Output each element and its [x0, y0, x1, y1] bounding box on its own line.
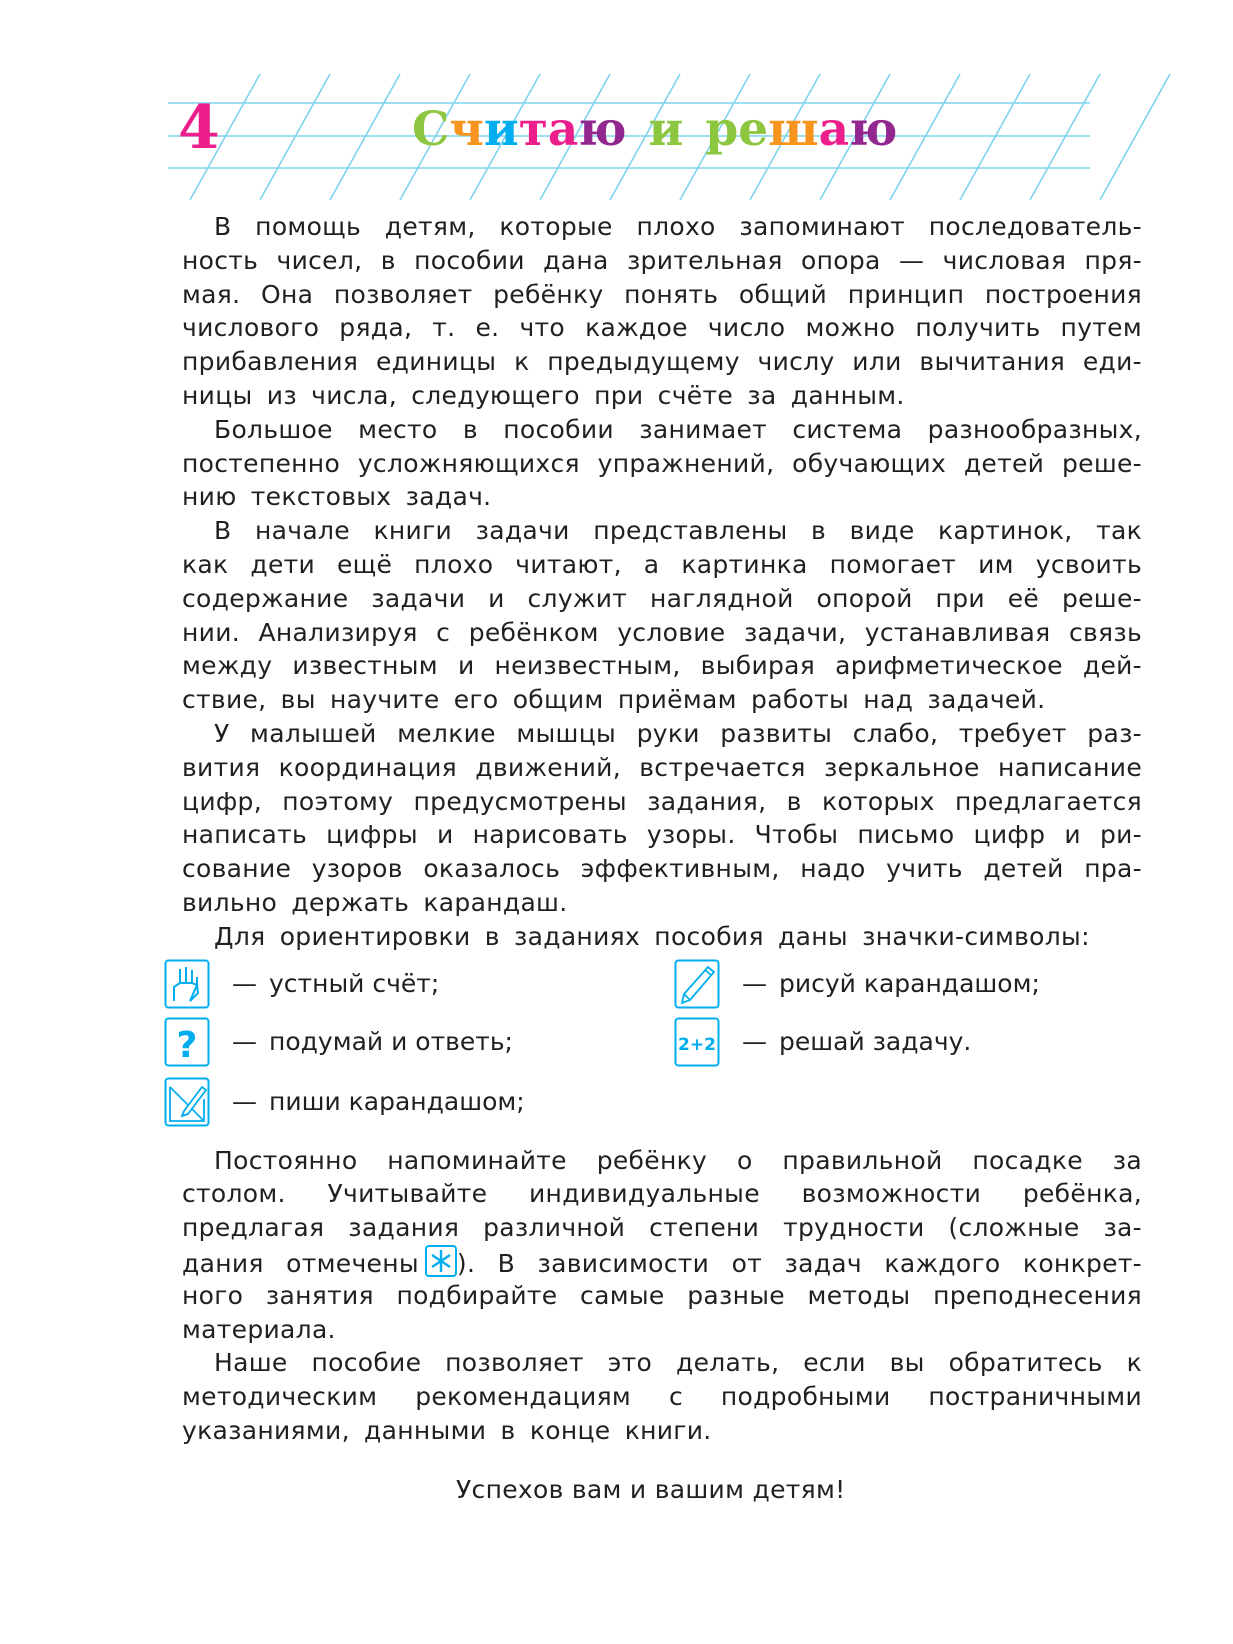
text-line: нии. Анализируя с ребёнком условие задачи, устанавливая связь	[182, 617, 1142, 647]
text-line: ность чисел, в пособии дана зрительная опора — числовая пря-	[182, 245, 1142, 275]
hand-counting-icon	[164, 959, 210, 1009]
title-letter: а	[547, 102, 579, 157]
text-line: Постоянно напоминайте ребёнку о правильной посадке за	[214, 1145, 1142, 1175]
pencil-writing-icon	[164, 1077, 210, 1127]
icon-legend	[176, 954, 1142, 1136]
text-line: как дети ещё плохо читают, а картинка помогает им усвоить	[182, 549, 1142, 579]
legend-item-write-pencil	[164, 1076, 525, 1128]
legend-dash: —	[742, 969, 767, 999]
page-number: 4	[178, 93, 220, 163]
legend-label: устный счёт;	[269, 969, 440, 999]
ruling-slant-line	[960, 74, 1030, 200]
title-letter: С	[412, 102, 450, 157]
legend-item-solve-task	[674, 1016, 971, 1068]
text-line: мая. Она позволяет ребёнку понять общий принцип построения	[182, 279, 1142, 309]
question-mark-icon	[164, 1017, 210, 1067]
text-line: числового ряда, т. е. что каждое число можно получить путем	[182, 313, 1142, 343]
text-line: прибавления единицы к предыдущему числу или вычитания еди-	[182, 347, 1142, 377]
title-letter: т	[518, 102, 548, 157]
text-line: методическим рекомендациям с подробными постраничными	[182, 1382, 1142, 1412]
text-line: написать цифры и нарисовать узоры. Чтобы письмо цифр и ри-	[182, 820, 1142, 850]
pencil-drawing-icon	[674, 959, 720, 1009]
text-line: У малышей мелкие мышцы руки развиты слабо, требует раз-	[214, 718, 1142, 748]
paragraph-posture	[182, 1144, 1142, 1347]
title-word	[705, 102, 898, 157]
paragraph-recommendations	[182, 1346, 1142, 1447]
ruling-slant-line	[1030, 74, 1100, 200]
asterisk-difficult-icon	[425, 1245, 457, 1277]
legend-label: решай задачу.	[779, 1027, 972, 1057]
text-line: материала.	[182, 1314, 336, 1344]
svg-text:?: ?	[176, 1024, 198, 1066]
text-line: В начале книги задачи представлены в виде картинок, так	[214, 516, 1142, 546]
text-line: вильно держать карандаш.	[182, 887, 568, 917]
ruling-slant-line	[330, 74, 400, 200]
intro-paragraphs	[182, 210, 1142, 954]
legend-dash: —	[232, 1087, 257, 1117]
legend-dash: —	[232, 1027, 257, 1057]
text-line: Для ориентировки в заданиях пособия даны значки-символы:	[214, 921, 1090, 951]
title-letter: а	[818, 102, 850, 157]
text-line-with-star	[182, 1245, 1142, 1279]
text-line: столом. Учитывайте индивидуальные возможности ребёнка,	[182, 1179, 1142, 1209]
title-letter: ч	[449, 102, 484, 157]
text-line: ницы из числа, следующего при счёте за данным.	[182, 380, 905, 410]
closing-wish: Успехов вам и вашим детям!	[456, 1475, 846, 1504]
legend-item-oral-count	[164, 958, 439, 1010]
text-fragment: дания отмечены	[182, 1248, 419, 1278]
text-line: указаниями, данными в конце книги.	[182, 1415, 712, 1445]
legend-label: пиши карандашом;	[269, 1087, 525, 1117]
legend-dash: —	[232, 969, 257, 999]
text-line: нию текстовых задач.	[182, 482, 492, 512]
title-letter: и	[648, 102, 684, 157]
text-line: ного занятия подбирайте самые разные методы преподнесения	[182, 1280, 1142, 1310]
title-letter: р	[705, 102, 739, 157]
paragraph	[182, 413, 1142, 514]
ruling-slant-line	[260, 74, 330, 200]
text-fragment: ). В зависимости от задач каждого конкрет-	[456, 1248, 1143, 1278]
text-line: ствие, вы научите его общим приёмам работы над задачей.	[182, 685, 1046, 715]
text-line: вития координация движений, встречается зеркальное написание	[182, 752, 1142, 782]
text-line: Наше пособие позволяет это делать, если вы обратитесь к	[214, 1348, 1142, 1378]
text-line: В помощь детям, которые плохо запоминают последователь-	[214, 212, 1142, 241]
title-letter: и	[483, 102, 519, 157]
legend-item-draw-pencil	[674, 958, 1040, 1010]
legend-dash: —	[742, 1027, 767, 1057]
legend-item-think-answer	[164, 1016, 513, 1068]
page-header	[0, 60, 1233, 220]
title-word	[648, 102, 684, 157]
body-text	[176, 210, 1143, 1448]
title-word	[412, 102, 627, 157]
text-line: цифр, поэтому предусмотрены задания, в которых предлагается	[182, 786, 1142, 816]
text-line: Большое место в пособии занимает система разнообразных,	[214, 414, 1142, 444]
paragraph	[182, 514, 1142, 717]
page-title	[412, 102, 898, 157]
ruling-slant-line	[890, 74, 960, 200]
text-line: содержание задачи и служит наглядной опорой при её реше-	[182, 583, 1142, 613]
ruling-slant-line	[1100, 74, 1170, 200]
title-letter: ш	[768, 102, 819, 157]
two-plus-two-icon	[674, 1017, 720, 1067]
text-line: сование узоров оказалось эффективным, надо учить детей пра-	[182, 854, 1142, 884]
title-letter: ю	[578, 102, 627, 157]
text-line: между известным и неизвестным, выбирая арифметическое дей-	[182, 651, 1142, 681]
paragraph	[182, 717, 1142, 920]
title-letter: ю	[849, 102, 898, 157]
paragraph	[182, 920, 1142, 954]
text-line: предлагая задания различной степени трудности (сложные за-	[182, 1213, 1142, 1243]
legend-label: подумай и ответь;	[269, 1027, 513, 1057]
two-plus-two-label: 2+2	[678, 1034, 716, 1055]
paragraph	[182, 210, 1142, 413]
legend-label: рисуй карандашом;	[779, 969, 1040, 999]
text-line: постепенно усложняющихся упражнений, обучающих детей реше-	[182, 448, 1142, 478]
title-letter: е	[738, 102, 769, 157]
